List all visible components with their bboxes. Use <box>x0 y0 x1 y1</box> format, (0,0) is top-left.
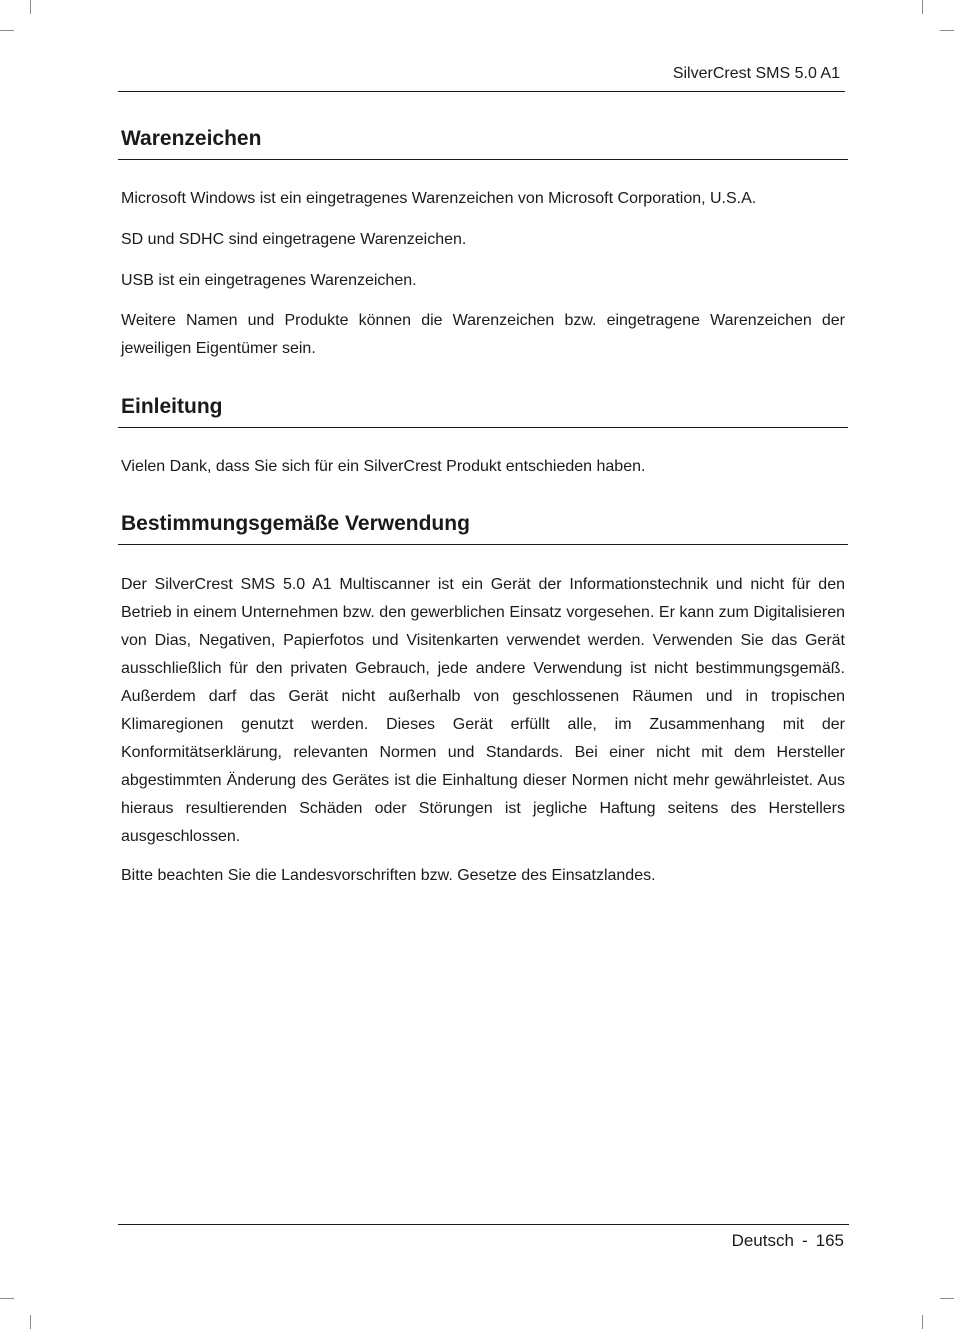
crop-mark <box>0 1298 14 1299</box>
crop-mark <box>922 1315 923 1329</box>
section-rule <box>118 159 848 160</box>
section-title-intro: Einleitung <box>121 395 223 418</box>
paragraph: SD und SDHC sind eingetragene Warenzeichen. <box>121 231 467 248</box>
crop-mark <box>922 0 923 14</box>
paragraph: Der SilverCrest SMS 5.0 A1 Multiscanner ist ein Gerät der Informationstechnik und nicht für den Betrieb in einem Unternehmen bzw. den gewerblichen Einsatz vorgesehen. Er kann zum Digitalisieren von Dias, Negativen, Papierfotos und Visitenkarten verwendet werden. Verwenden Sie das Gerät ausschließlich für den privaten Gebrauch, jede andere Verwendung ist nicht bestimmungsgemäß. Außerdem darf das Gerät nicht außerhalb von geschlossenen Räumen und in tropischen Klimaregionen genutzt werden. Dieses Gerät erfüllt alle, im Zusammenhang mit der Konformitätserklärung, relevanten Normen und Standards. Bei einer nicht mit dem Hersteller abgestimmten Änderung des Gerätes ist die Einhaltung dieser Normen nicht mehr gewährleistet. Aus hieraus resultierenden Schäden oder Störungen ist jegliche Haftung seitens des Herstellers ausgeschlossen. <box>121 576 845 845</box>
paragraph: Microsoft Windows ist ein eingetragenes Warenzeichen von Microsoft Corporation, U.S.A. <box>121 190 757 207</box>
section-rule <box>118 427 848 428</box>
section-rule <box>118 544 848 545</box>
header-rule <box>118 91 845 92</box>
crop-mark <box>0 30 14 31</box>
footer-rule <box>118 1224 849 1225</box>
footer-language: Deutsch <box>731 1231 794 1250</box>
paragraph: USB ist ein eingetragenes Warenzeichen. <box>121 272 417 289</box>
paragraph: Weitere Namen und Produkte können die Warenzeichen bzw. eingetragene Warenzeichen der jeweiligen Eigentümer sein. <box>121 312 845 357</box>
paragraph: Bitte beachten Sie die Landesvorschriften bzw. Gesetze des Einsatzlandes. <box>121 867 656 884</box>
crop-mark <box>940 1298 954 1299</box>
crop-mark <box>30 0 31 14</box>
running-header: SilverCrest SMS 5.0 A1 <box>672 65 840 82</box>
paragraph: Vielen Dank, dass Sie sich für ein SilverCrest Produkt entschieden haben. <box>121 458 646 475</box>
crop-mark <box>940 30 954 31</box>
page-footer <box>732 1230 844 1252</box>
crop-mark <box>30 1315 31 1329</box>
section-title-intended-use: Bestimmungsgemäße Verwendung <box>121 512 470 535</box>
footer-separator: - <box>801 1231 808 1250</box>
section-title-trademarks: Warenzeichen <box>121 127 262 150</box>
page-number: 165 <box>815 1231 844 1250</box>
